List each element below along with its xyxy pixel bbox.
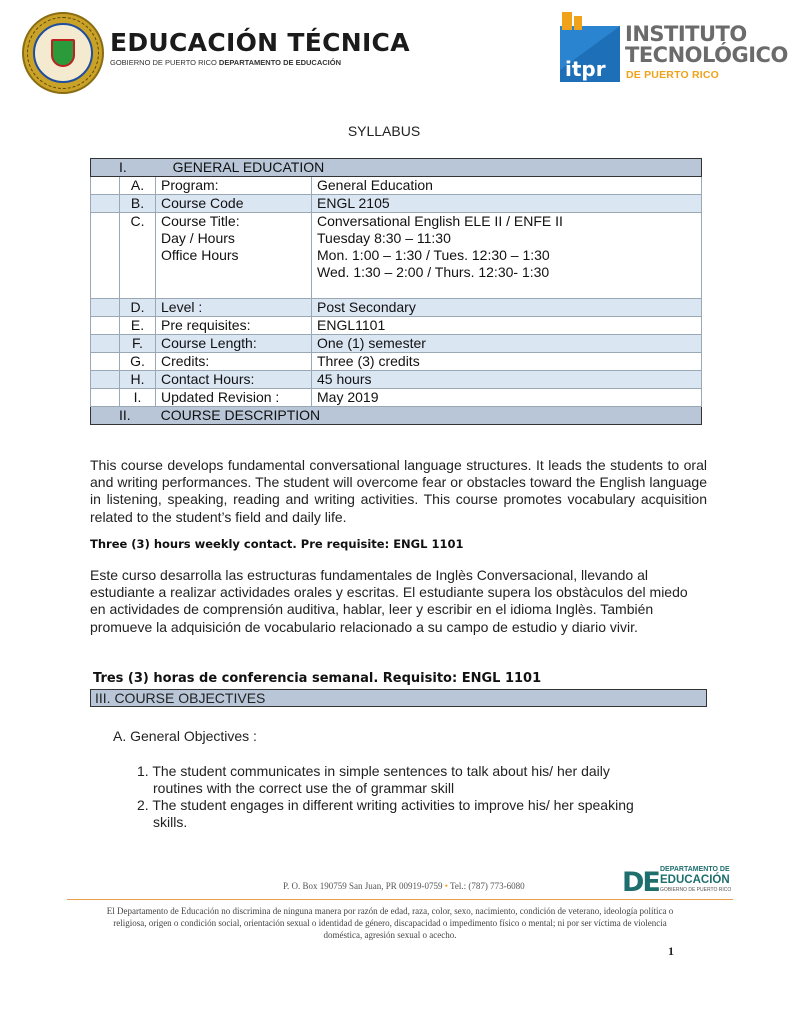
row-letter: B. — [120, 195, 156, 213]
row-spacer — [91, 371, 120, 389]
page-number: 1 — [668, 944, 674, 958]
row-field: Credits: — [156, 353, 312, 371]
row-value: Post Secondary — [312, 299, 702, 317]
footer-disclaimer: El Departamento de Educación no discrimina de ninguna manera por razón de edad, raza, color, sexo, nacimiento, condición de veterano, ideología política o religiosa, origen o condición social, orientación sexual o identidad de género, discapacidad o impedimento físico o mental; ni por ser víctima de violencia doméstica, agresión sexual o acecho. — [106, 906, 674, 941]
de-logo — [622, 866, 659, 898]
section-course-description — [91, 407, 702, 425]
seal-inner — [33, 23, 93, 83]
phone-text: Tel.: (787) 773-6080 — [450, 881, 525, 891]
separator-dot: • — [444, 881, 448, 891]
row-field: Course Length: — [156, 335, 312, 353]
row-spacer — [91, 389, 120, 407]
itpr-line2: TECNOLÓGICO — [625, 43, 788, 67]
syllabus-row — [91, 335, 702, 353]
de-line3: GOBIERNO DE PUERTO RICO — [660, 887, 732, 893]
row-letter: H. — [120, 371, 156, 389]
row-value: 45 hours — [312, 371, 702, 389]
objective-item — [137, 763, 697, 797]
description-spanish: Este curso desarrolla las estructuras fundamentales de Inglès Conversacional, llevando al estudiante a realizar actividades orales y escritas. El estudiante supera los obstàculos del miedo en actividades de comprensión auditiva, hablar, leer y escribir en el idioma Inglès. También promueve la adquisición de vocabulario relacionado a su campo de estudio y diario vivir. — [90, 567, 688, 635]
syllabus-row — [91, 317, 702, 335]
de-line2: EDUCACIÓN — [660, 874, 730, 886]
row-field: Course Title: Day / Hours Office Hours — [156, 213, 312, 299]
row-spacer — [91, 195, 120, 213]
syllabus-row — [91, 371, 702, 389]
row-value: Three (3) credits — [312, 353, 702, 371]
section-label: COURSE DESCRIPTION — [160, 407, 321, 423]
educacion-tecnica-title: EDUCACIÓN TÉCNICA — [110, 28, 410, 57]
row-field: Contact Hours: — [156, 371, 312, 389]
section-label: GENERAL EDUCATION — [172, 159, 325, 175]
row-spacer — [91, 317, 120, 335]
row-field: Level : — [156, 299, 312, 317]
row-field: Program: — [156, 177, 312, 195]
syllabus-row — [91, 353, 702, 371]
educacion-subtitle — [110, 58, 341, 67]
syllabus-title: SYLLABUS — [347, 123, 421, 139]
syllabus-row — [91, 195, 702, 213]
row-spacer — [91, 299, 120, 317]
row-letter: I. — [120, 389, 156, 407]
objective-line: 2. The student engages in different writing activities to improve his/ her speaking — [137, 797, 634, 813]
row-value: One (1) semester — [312, 335, 702, 353]
gobierno-label: GOBIERNO DE PUERTO RICO — [110, 58, 217, 67]
itpr-line3: DE PUERTO RICO — [626, 69, 720, 81]
footer-divider — [67, 899, 733, 900]
row-letter: A. — [120, 177, 156, 195]
de-line1: DEPARTAMENTO DE — [660, 866, 730, 873]
syllabus-row — [91, 389, 702, 407]
section-general-education — [91, 159, 702, 177]
section-course-objectives: III. COURSE OBJECTIVES — [90, 689, 707, 707]
objective-line: 1. The student communicates in simple sentences to talk about his/ her daily — [137, 763, 610, 779]
objective-item — [137, 797, 697, 831]
seal-shield-icon — [51, 39, 75, 67]
departamento-label: DEPARTAMENTO DE EDUCACIÓN — [218, 58, 342, 67]
row-field: Pre requisites: — [156, 317, 312, 335]
description-english: This course develops fundamental conversational language structures. It leads the students to oral and writing performances. The student will overcome fear or obstacles toward the English language in listening, speaking, reading and writing activities. This course promotes vocabulary acquisition related to the student’s field and daily life. — [90, 457, 707, 525]
general-objectives-heading: A. General Objectives : — [113, 728, 257, 744]
row-field: Updated Revision : — [156, 389, 312, 407]
objective-line: routines with the correct use the of grammar skill — [153, 780, 455, 796]
section-number: I. — [119, 159, 127, 175]
row-field: Course Code — [156, 195, 312, 213]
de-mark: DE — [622, 867, 659, 898]
footer-address — [283, 881, 525, 891]
address-text: P. O. Box 190759 San Juan, PR 00919-0759 — [283, 881, 443, 891]
row-letter: F. — [120, 335, 156, 353]
row-spacer — [91, 353, 120, 371]
row-spacer — [91, 177, 120, 195]
row-value: May 2019 — [312, 389, 702, 407]
section-number: II. — [119, 407, 131, 423]
syllabus-table — [90, 158, 702, 425]
row-letter: C. — [120, 213, 156, 299]
row-value: Conversational English ELE II / ENFE II Tuesday 8:30 – 11:30 Mon. 1:00 – 1:30 / Tues. 12:30 – 1:30 Wed. 1:30 – 2:00 / Thurs. 12:30- 1:30 — [312, 213, 702, 299]
itpr-name — [625, 24, 788, 66]
row-spacer — [91, 335, 120, 353]
objective-line: skills. — [153, 814, 188, 830]
contact-spanish: Tres (3) horas de conferencia semanal. Requisito: ENGL 1101 — [93, 671, 542, 686]
row-letter: D. — [120, 299, 156, 317]
row-letter: G. — [120, 353, 156, 371]
syllabus-row — [91, 299, 702, 317]
objectives-list — [137, 763, 697, 831]
section-cell — [91, 407, 702, 425]
itpr-mark: itpr — [565, 57, 606, 81]
itpr-logo — [560, 10, 620, 82]
row-letter: E. — [120, 317, 156, 335]
contact-english: Three (3) hours weekly contact. Pre requisite: ENGL 1101 — [90, 537, 464, 551]
puerto-rico-seal-logo — [22, 12, 104, 94]
row-spacer — [91, 213, 120, 299]
row-value: ENGL 2105 — [312, 195, 702, 213]
row-value: General Education — [312, 177, 702, 195]
syllabus-row — [91, 177, 702, 195]
itpr-line1: INSTITUTO — [625, 22, 747, 46]
row-value: ENGL1101 — [312, 317, 702, 335]
syllabus-row — [91, 213, 702, 299]
